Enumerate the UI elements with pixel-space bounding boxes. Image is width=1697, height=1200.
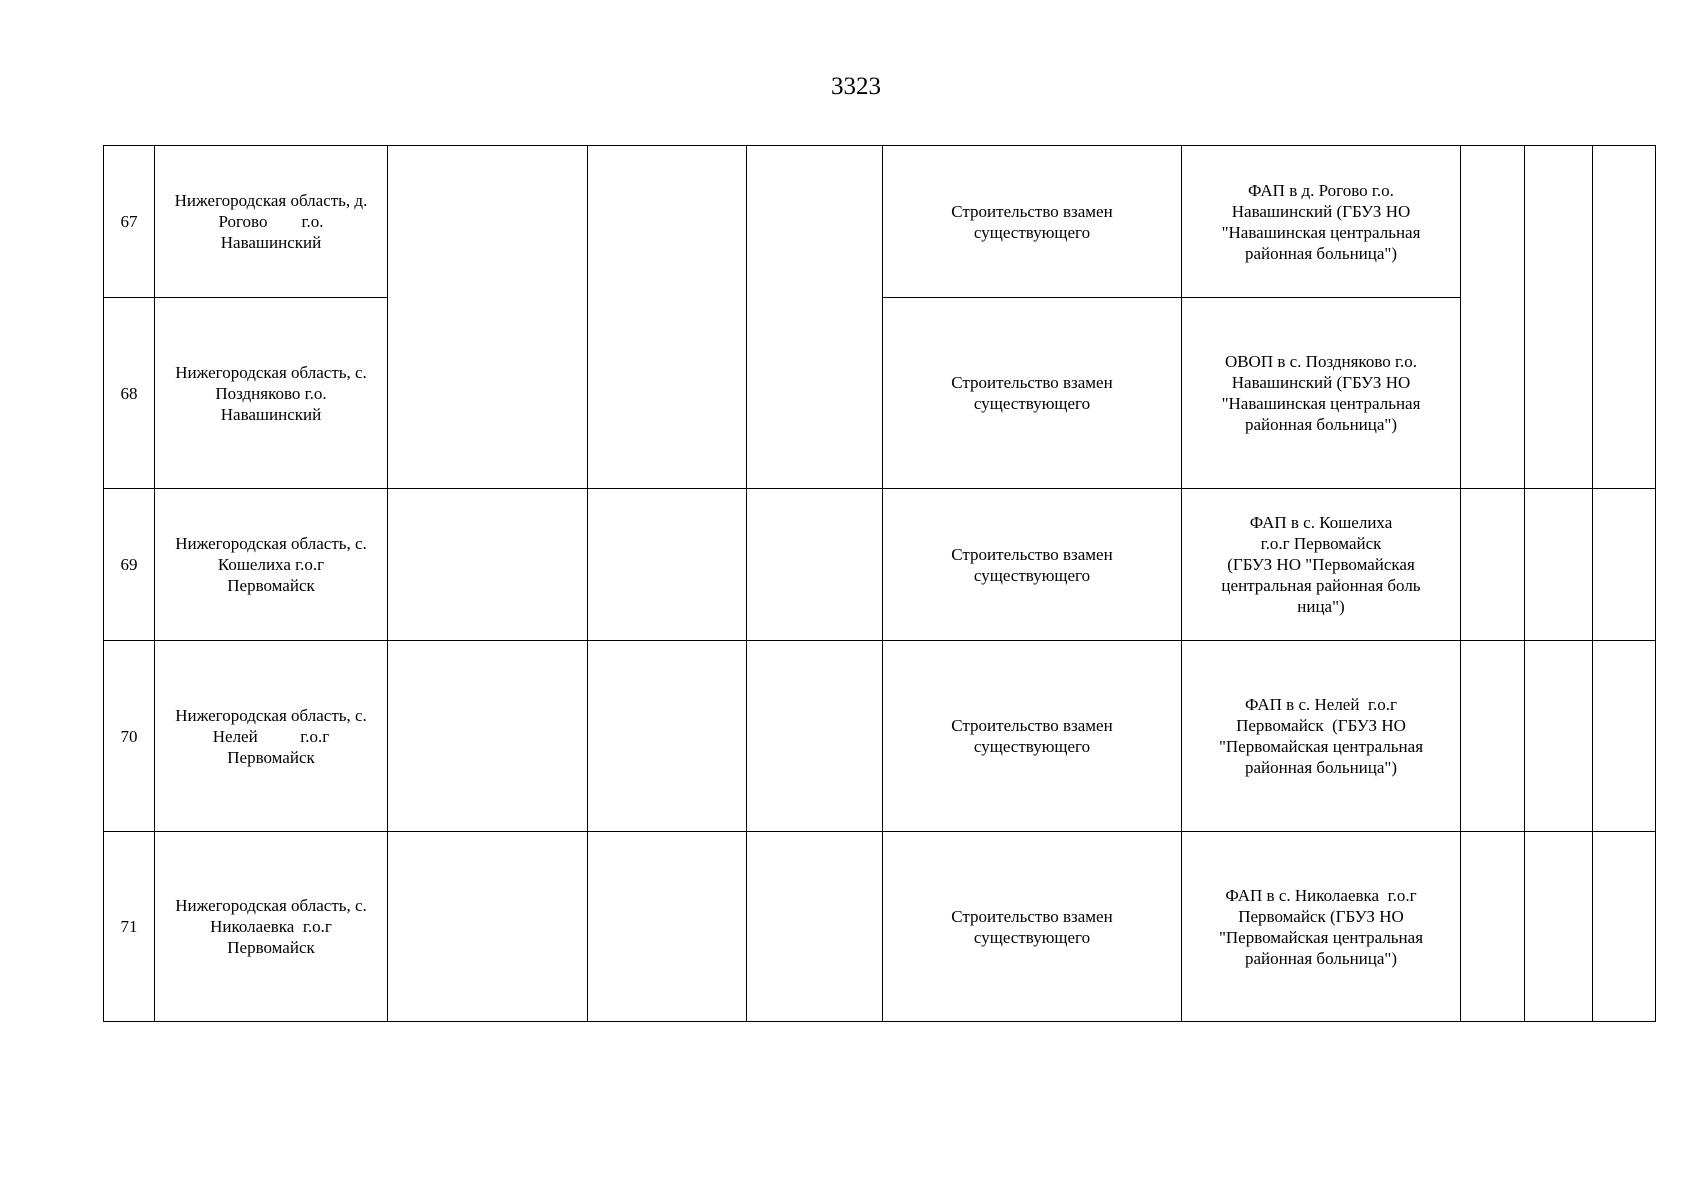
address-line: Рогово г.о. xyxy=(218,212,324,231)
page-number: 3323 xyxy=(831,73,881,100)
facility-line: "Навашинская центральная xyxy=(1221,222,1421,242)
address-line: Николаевка г.о.г xyxy=(210,917,332,936)
address-line: Первомайск xyxy=(227,938,315,957)
facility-line: центральная районная боль xyxy=(1221,576,1421,595)
empty-cell xyxy=(1593,489,1656,641)
facility-cell xyxy=(1182,832,1461,1022)
work-type-cell xyxy=(883,298,1182,489)
empty-cell xyxy=(1525,146,1593,489)
work-type-cell xyxy=(883,641,1182,832)
address-line: Первомайск xyxy=(227,576,315,595)
row-number: 68 xyxy=(104,298,155,489)
empty-cell xyxy=(588,641,747,832)
empty-cell xyxy=(1461,832,1525,1022)
facility-line: "Первомайская центральная xyxy=(1218,927,1424,947)
empty-cell xyxy=(1461,146,1525,489)
address-cell xyxy=(155,641,388,832)
work-line: существующего xyxy=(973,565,1091,585)
address-line: Нелей г.о.г xyxy=(212,726,330,746)
work-line: Строительство взамен xyxy=(951,373,1113,392)
empty-cell xyxy=(1525,832,1593,1022)
address-line: Нижегородская область, с. xyxy=(175,896,367,915)
facility-line: ФАП в с. Николаевка г.о.г xyxy=(1225,885,1417,905)
row-number: 69 xyxy=(104,489,155,641)
empty-cell xyxy=(1593,832,1656,1022)
work-line: существующего xyxy=(973,394,1091,413)
facility-cell xyxy=(1182,489,1461,641)
address-cell xyxy=(155,832,388,1022)
address-line: Нижегородская область, с. xyxy=(175,362,367,382)
empty-cell xyxy=(588,832,747,1022)
empty-cell xyxy=(388,641,588,832)
address-line: Навашинский xyxy=(220,404,322,424)
empty-cell xyxy=(747,489,883,641)
empty-cell xyxy=(588,489,747,641)
work-line: существующего xyxy=(973,737,1091,756)
empty-cell xyxy=(388,146,588,489)
empty-cell xyxy=(1525,641,1593,832)
facility-line: районная больница") xyxy=(1244,415,1398,434)
table-row xyxy=(104,146,1656,298)
empty-cell xyxy=(1461,641,1525,832)
facility-line: г.о.г Первомайск xyxy=(1260,534,1382,553)
work-type-cell xyxy=(883,832,1182,1022)
address-line: Нижегородская область, д. xyxy=(174,191,368,210)
empty-cell xyxy=(1593,641,1656,832)
empty-cell xyxy=(388,489,588,641)
work-type-cell xyxy=(883,489,1182,641)
facility-line: ОВОП в с. Поздняково г.о. xyxy=(1224,352,1418,371)
facility-line: ФАП в с. Нелей г.о.г xyxy=(1245,695,1397,714)
address-line: Первомайск xyxy=(227,747,315,767)
facility-line: районная больница") xyxy=(1244,758,1398,777)
facility-line: ФАП в д. Рогово г.о. xyxy=(1248,180,1394,200)
facility-line: районная больница") xyxy=(1244,243,1398,263)
facility-cell xyxy=(1182,298,1461,489)
work-line: существующего xyxy=(973,222,1091,242)
address-line: Нижегородская область, с. xyxy=(175,705,367,725)
work-line: существующего xyxy=(973,927,1091,947)
facility-line: Первомайск (ГБУЗ НО xyxy=(1236,716,1406,735)
facility-line: Навашинский (ГБУЗ НО xyxy=(1231,201,1411,221)
empty-cell xyxy=(588,146,747,489)
work-line: Строительство взамен xyxy=(951,544,1113,564)
facility-line: (ГБУЗ НО "Первомайская xyxy=(1227,555,1415,574)
facility-line: "Первомайская центральная xyxy=(1218,737,1424,756)
empty-cell xyxy=(747,641,883,832)
table-row xyxy=(104,641,1656,832)
empty-cell xyxy=(747,146,883,489)
empty-cell xyxy=(747,832,883,1022)
facility-line: "Навашинская центральная xyxy=(1221,394,1421,413)
facility-cell xyxy=(1182,641,1461,832)
work-type-cell xyxy=(883,146,1182,298)
address-line: Нижегородская область, с. xyxy=(175,534,367,553)
facility-cell xyxy=(1182,146,1461,298)
facility-line: ФАП в с. Кошелиха xyxy=(1249,513,1393,532)
address-line: Поздняково г.о. xyxy=(215,383,327,403)
facility-line: ница") xyxy=(1297,597,1345,616)
table-row xyxy=(104,489,1656,641)
address-cell xyxy=(155,146,388,298)
work-line: Строительство взамен xyxy=(951,201,1113,221)
address-cell xyxy=(155,298,388,489)
address-line: Навашинский xyxy=(220,233,322,252)
empty-cell xyxy=(1461,489,1525,641)
row-number: 70 xyxy=(104,641,155,832)
row-number: 67 xyxy=(104,146,155,298)
empty-cell xyxy=(388,832,588,1022)
facility-line: Первомайск (ГБУЗ НО xyxy=(1238,906,1404,926)
empty-cell xyxy=(1525,489,1593,641)
facility-line: районная больница") xyxy=(1244,948,1398,968)
work-line: Строительство взамен xyxy=(951,716,1113,735)
facilities-table xyxy=(103,145,1656,1022)
address-line: Кошелиха г.о.г xyxy=(217,555,325,574)
row-number: 71 xyxy=(104,832,155,1022)
facility-line: Навашинский (ГБУЗ НО xyxy=(1231,373,1411,392)
address-cell xyxy=(155,489,388,641)
empty-cell xyxy=(1593,146,1656,489)
table-row xyxy=(104,832,1656,1022)
work-line: Строительство взамен xyxy=(951,906,1113,926)
